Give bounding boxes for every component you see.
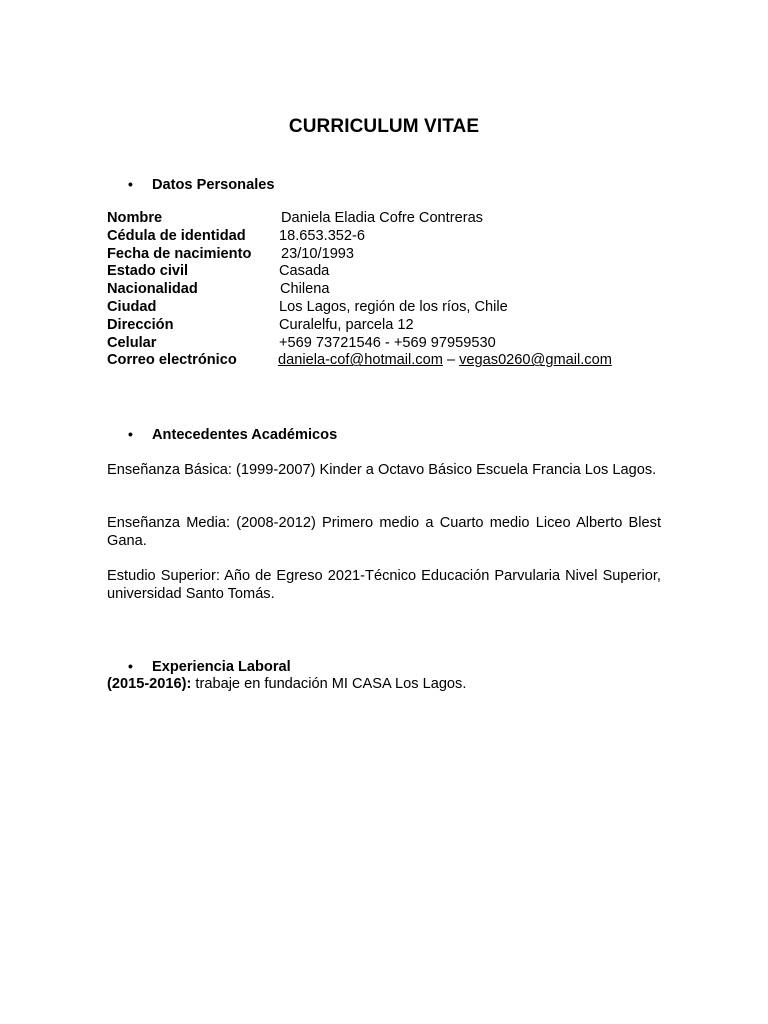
page-title: CURRICULUM VITAE — [288, 116, 480, 137]
section-heading-personal — [128, 175, 274, 194]
experience-description: trabaje en fundación MI CASA Los Lagos. — [191, 676, 467, 692]
info-row-name — [107, 210, 667, 228]
section-heading-academic-text: Antecedentes Académicos — [152, 427, 338, 443]
info-row-birthdate — [107, 246, 667, 264]
section-heading-experience — [128, 657, 291, 676]
info-value: 23/10/1993 — [281, 245, 355, 262]
info-label: Correo electrónico — [107, 352, 237, 369]
experience-entry — [107, 675, 466, 693]
info-row-id — [107, 228, 667, 246]
info-row-phone — [107, 335, 667, 353]
email-values — [278, 352, 667, 370]
bullet-icon: • — [128, 426, 133, 442]
info-value: Curalelfu, parcela 12 — [279, 316, 414, 333]
email-link-hotmail[interactable]: daniela-cof@hotmail.com — [278, 352, 443, 369]
bullet-icon: • — [128, 658, 133, 674]
info-row-email — [107, 352, 667, 370]
email-link-gmail[interactable]: vegas0260@gmail.com — [459, 352, 612, 369]
bullet-icon: • — [128, 176, 133, 192]
info-label: Nombre — [107, 210, 163, 226]
info-value: Los Lagos, región de los ríos, Chile — [279, 298, 508, 315]
info-row-civil-status — [107, 263, 667, 281]
info-label: Nacionalidad — [107, 281, 198, 298]
info-label: Fecha de nacimiento — [107, 245, 252, 262]
info-row-address — [107, 317, 667, 335]
info-value: Daniela Eladia Cofre Contreras — [281, 210, 483, 226]
academic-superior: Estudio Superior: Año de Egreso 2021-Técnico Educación Parvularia Nivel Superior, universidad Santo Tomás. — [107, 568, 661, 602]
section-heading-experience-text: Experiencia Laboral — [152, 659, 291, 675]
info-value: Casada — [279, 263, 330, 280]
info-row-nationality — [107, 281, 667, 299]
info-label: Dirección — [107, 316, 174, 333]
info-value: +569 73721546 - +569 97959530 — [279, 334, 496, 351]
experience-period: (2015-2016): — [107, 676, 192, 692]
info-label: Celular — [107, 334, 157, 351]
academic-basic: Enseñanza Básica: (1999-2007) Kinder a Octavo Básico Escuela Francia Los Lagos. — [107, 462, 657, 478]
personal-info-table — [107, 210, 667, 370]
info-row-city — [107, 299, 667, 317]
academic-middle: Enseñanza Media: (2008-2012) Primero medio a Cuarto medio Liceo Alberto Blest Gana. — [107, 515, 661, 549]
info-label: Estado civil — [107, 263, 189, 280]
info-value: 18.653.352-6 — [279, 227, 366, 244]
section-heading-academic — [128, 425, 337, 444]
email-separator: – — [442, 352, 460, 369]
info-label: Cédula de identidad — [107, 227, 246, 244]
info-value: Chilena — [280, 281, 330, 298]
info-label: Ciudad — [107, 298, 157, 315]
section-heading-personal-text: Datos Personales — [152, 177, 275, 193]
